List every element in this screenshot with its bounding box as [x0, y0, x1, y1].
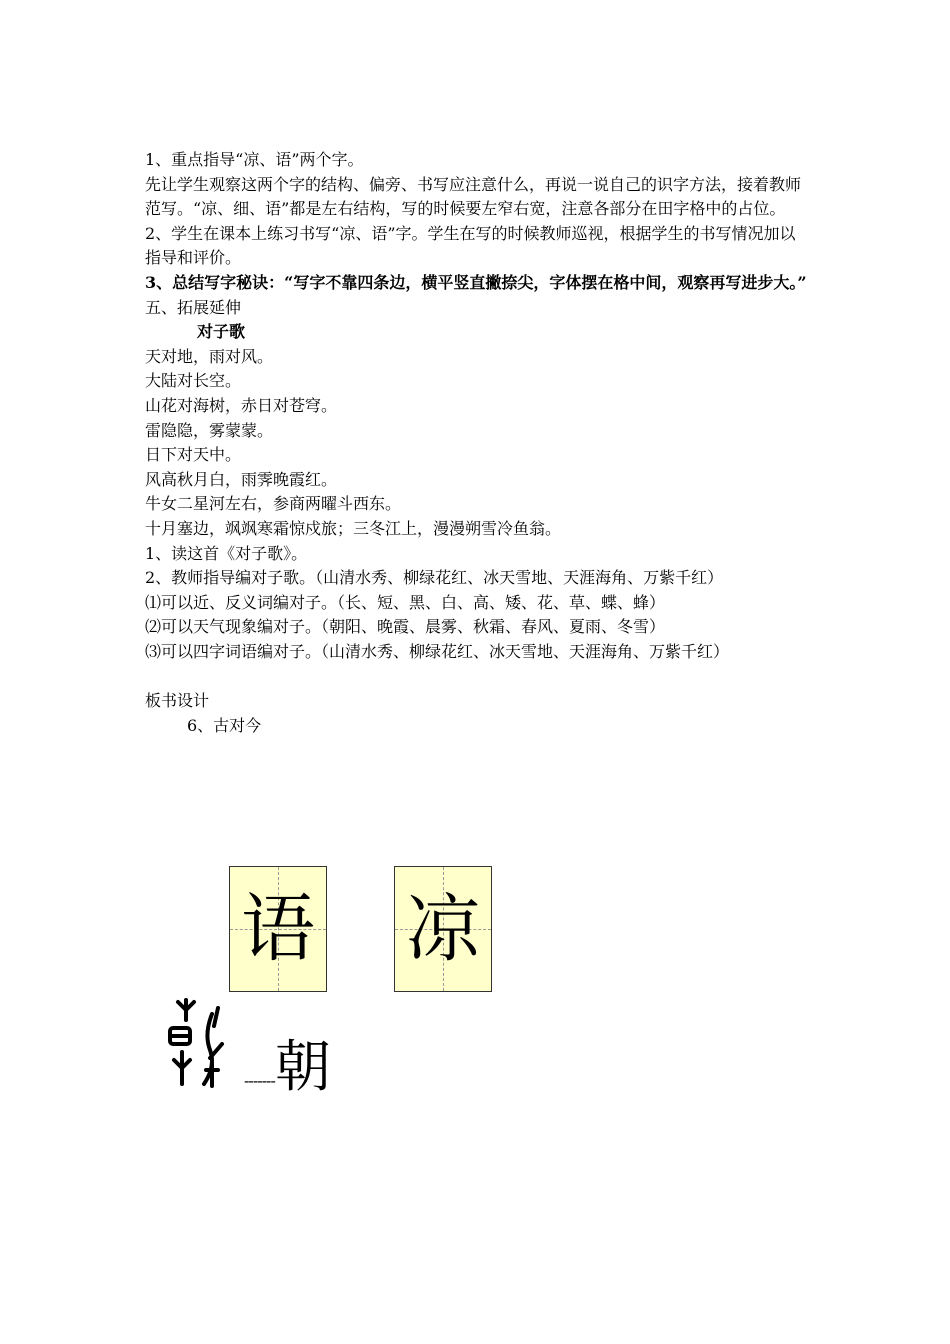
- poem-title: 对子歌: [197, 322, 246, 342]
- board-lesson-title: 6、古对今: [187, 715, 262, 735]
- tianzige-box-yu: [229, 866, 327, 992]
- modern-zhao-label: [244, 1035, 331, 1100]
- poem-line: 雷隐隐，雾蒙蒙。: [145, 420, 274, 440]
- blank-line: [145, 664, 810, 689]
- modern-char-zhao: 朝: [274, 1035, 331, 1100]
- task-item: 1、读这首《对子歌》。: [145, 543, 308, 563]
- poem-line: 天对地，雨对风。: [145, 346, 274, 366]
- grid-char-yu: 语: [241, 886, 315, 972]
- task-item: ⑶可以四字词语编对子。（山清水秀、柳绿花红、冰天雪地、天涯海角、万紫千红）: [145, 641, 730, 661]
- task-item: ⑵可以天气现象编对子。（朝阳、晚霞、晨雾、秋霜、春风、夏雨、冬雪）: [145, 617, 666, 637]
- document-body: [145, 148, 810, 738]
- paragraph-guide-heading: 1、重点指导“凉、语”两个字。: [145, 150, 364, 169]
- poem-line: 十月塞边，飒飒寒霜惊戍旅；三冬江上，漫漫朔雪冷鱼翁。: [145, 518, 562, 538]
- task-item: ⑴可以近、反义词编对子。（长、短、黑、白、高、矮、花、草、蝶、蜂）: [145, 592, 666, 612]
- connector-dash: -------: [244, 1071, 275, 1090]
- paragraph-practice: 2、学生在课本上练习书写“凉、语”字。学生在写的时候教师巡视，根据学生的书写情况加以指导和评价。: [145, 223, 796, 268]
- ancient-zhao-glyph-icon: [160, 994, 232, 1094]
- poem-line: 大陆对长空。: [145, 371, 242, 391]
- paragraph-observe: 先让学生观察这两个字的结构、偏旁、书写应注意什么，再说一说自己的识字方法，接着教师范写。“凉、细、语”都是左右结构，写的时候要左窄右宽，注意各部分在田字格中的占位。: [145, 174, 802, 219]
- paragraph-writing-secret: 3、总结写字秘诀：“写字不靠四条边，横平竖直撇捺尖，字体摆在格中间，观察再写进步大。”: [145, 272, 807, 292]
- section-heading-extension: 五、拓展延伸: [145, 297, 242, 317]
- grid-char-liang: 凉: [406, 886, 480, 972]
- poem-line: 风高秋月白，雨霁晚霞红。: [145, 469, 338, 489]
- poem-line: 日下对天中。: [145, 445, 242, 465]
- poem-line: 山花对海树，赤日对苍穹。: [145, 395, 338, 415]
- board-design-heading: 板书设计: [145, 691, 210, 711]
- tianzige-box-liang: [394, 866, 492, 992]
- task-item: 2、教师指导编对子歌。（山清水秀、柳绿花红、冰天雪地、天涯海角、万紫千红）: [145, 568, 724, 588]
- poem-line: 牛女二星河左右，参商两曜斗西东。: [145, 494, 402, 514]
